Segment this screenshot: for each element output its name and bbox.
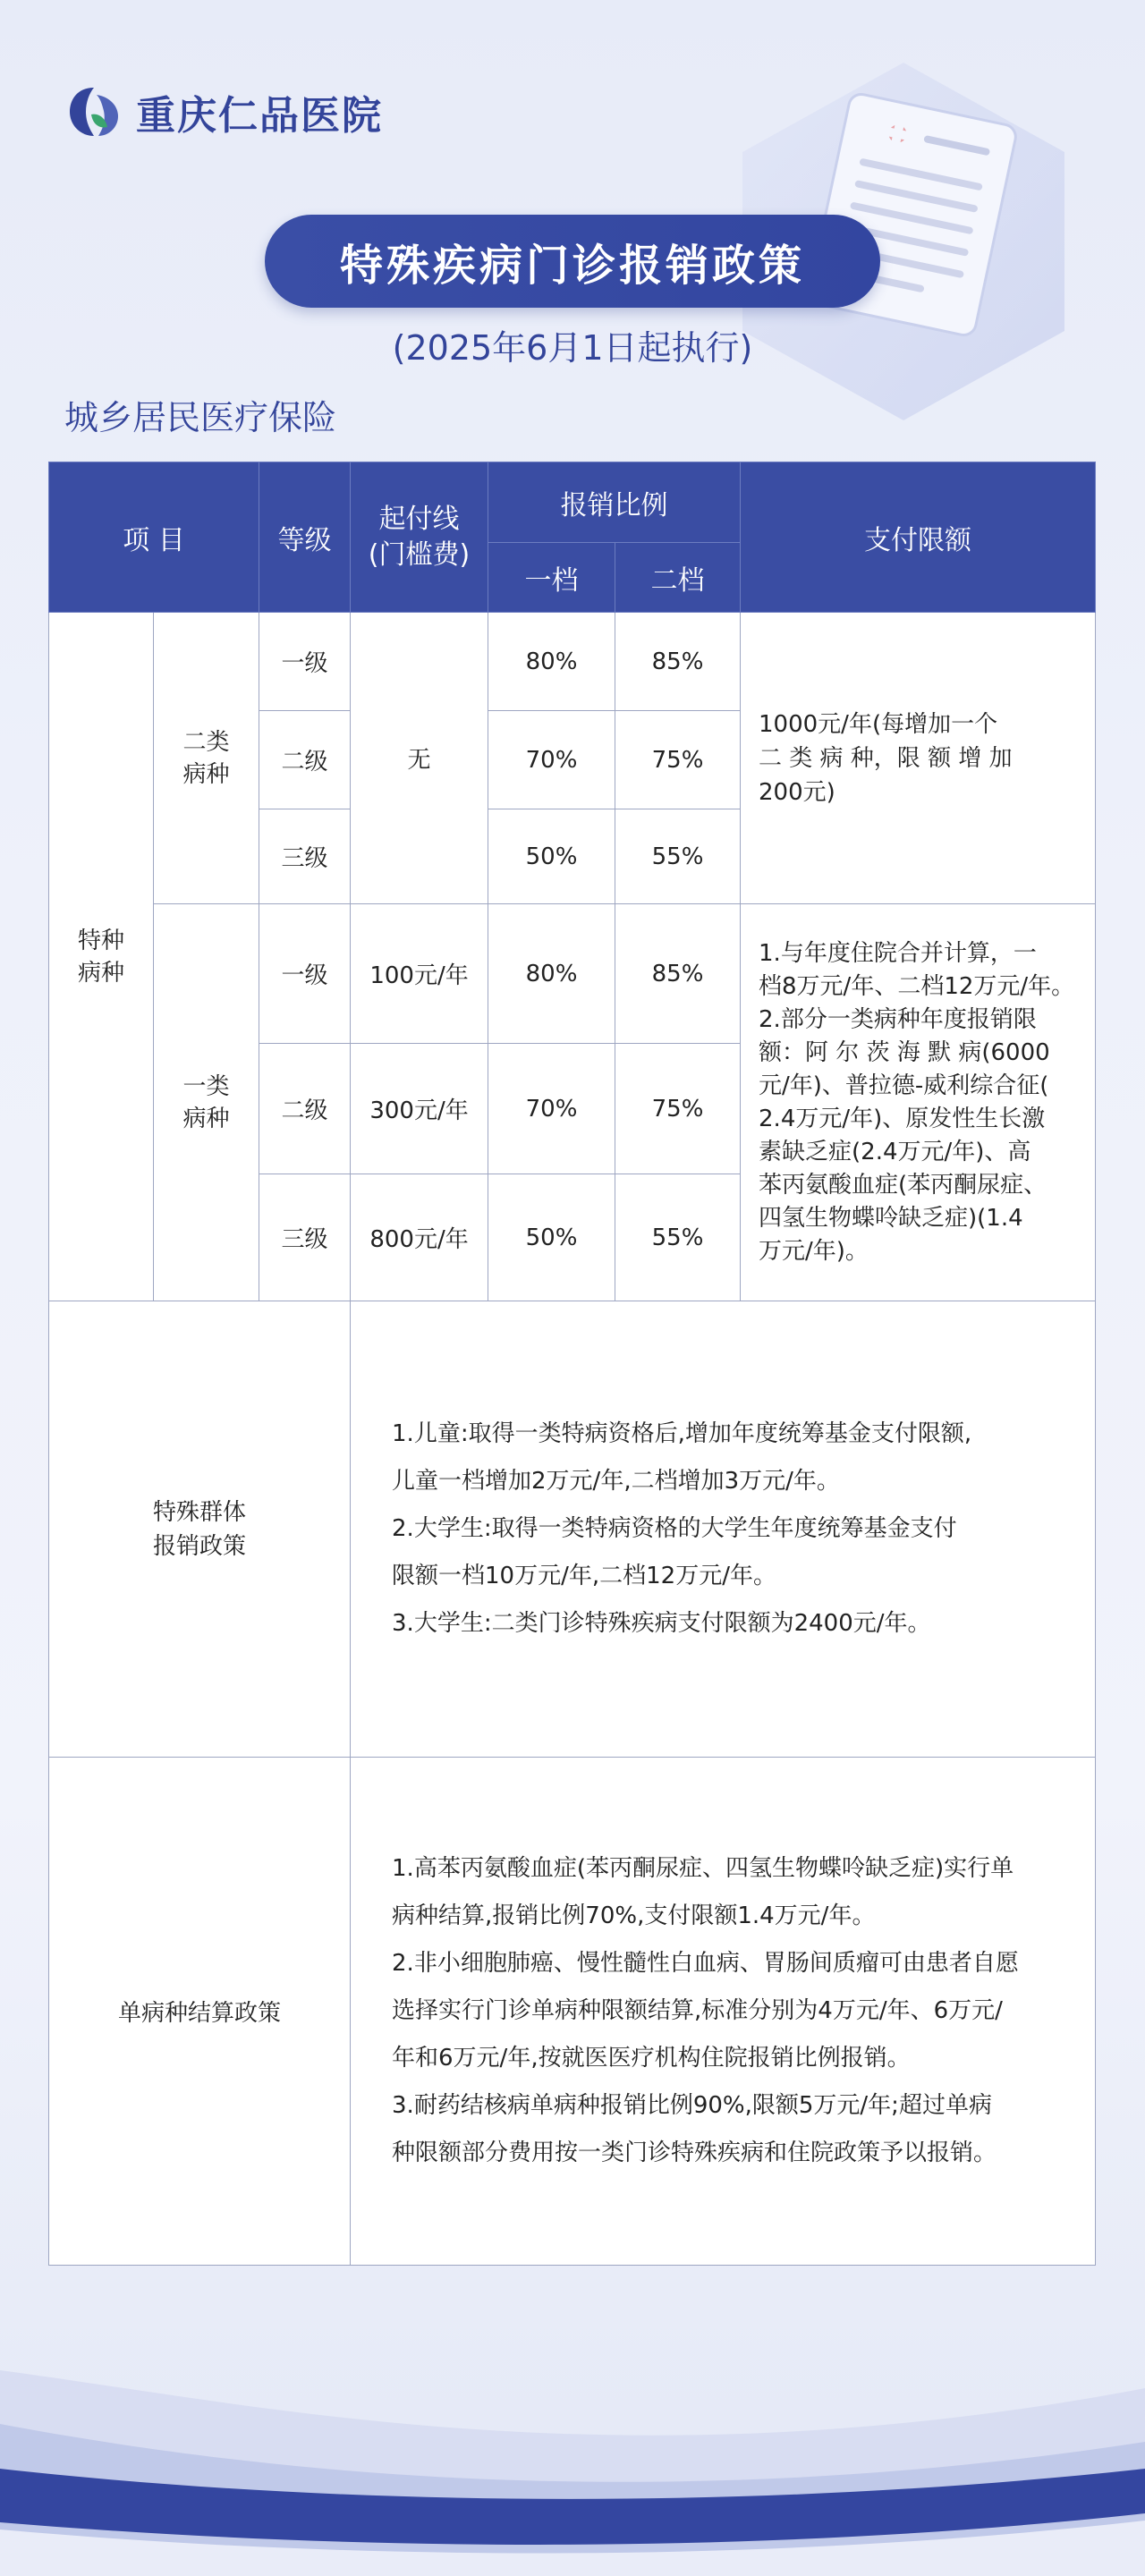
special-disease-label-line: 病种 xyxy=(77,959,124,987)
section-title: 城乡居民医疗保险 xyxy=(64,398,337,437)
class2-level: 二级 xyxy=(259,711,351,809)
class2-label-line: 二类 xyxy=(182,728,230,756)
class1-deductible: 300元/年 xyxy=(351,1044,488,1174)
table-row xyxy=(49,904,1096,1044)
single-disease-policy xyxy=(351,1758,1096,2266)
class1-limit-line: 万元/年)。 xyxy=(759,1237,869,1265)
class1-deductible: 100元/年 xyxy=(351,904,488,1044)
policy-line: 2.大学生:取得一类特病资格的大学生年度统筹基金支付 xyxy=(392,1515,957,1542)
class1-label xyxy=(154,904,259,1301)
class2-tier2: 55% xyxy=(615,809,741,904)
table-row xyxy=(49,1301,1096,1758)
class2-tier2: 85% xyxy=(615,613,741,711)
class2-limit-line: 1000元/年(每增加一个 xyxy=(759,710,998,738)
class1-limit-line: 苯丙氨酸血症(苯丙酮尿症、 xyxy=(759,1171,1047,1199)
header-item: 项 目 xyxy=(49,462,259,613)
class1-tier2: 55% xyxy=(615,1174,741,1301)
class1-tier1: 80% xyxy=(488,904,615,1044)
header-tier1: 一档 xyxy=(488,543,615,613)
single-disease-label: 单病种结算政策 xyxy=(49,1758,351,2266)
special-disease-label-line: 特种 xyxy=(77,927,124,954)
policy-line: 病种结算,报销比例70%,支付限额1.4万元/年。 xyxy=(392,1902,876,1929)
class2-tier2: 75% xyxy=(615,711,741,809)
class2-tier1: 80% xyxy=(488,613,615,711)
class1-level: 二级 xyxy=(259,1044,351,1174)
class2-level: 三级 xyxy=(259,809,351,904)
class1-tier2: 85% xyxy=(615,904,741,1044)
class2-tier1: 70% xyxy=(488,711,615,809)
class1-label-line: 病种 xyxy=(182,1105,230,1132)
class1-level: 三级 xyxy=(259,1174,351,1301)
policy-line: 3.大学生:二类门诊特殊疾病支付限额为2400元/年。 xyxy=(392,1610,931,1637)
policy-line: 1.儿童:取得一类特病资格后,增加年度统筹基金支付限额, xyxy=(392,1420,972,1447)
class1-level: 一级 xyxy=(259,904,351,1044)
class1-limit-line: 额：阿 尔 茨 海 默 病(6000 xyxy=(759,1038,1050,1066)
class1-deductible: 800元/年 xyxy=(351,1174,488,1301)
policy-line: 儿童一档增加2万元/年,二档增加3万元/年。 xyxy=(392,1468,840,1495)
header-ratio: 报销比例 xyxy=(488,462,741,543)
table-row xyxy=(49,613,1096,711)
header-limit: 支付限额 xyxy=(741,462,1096,613)
class2-level: 一级 xyxy=(259,613,351,711)
policy-table xyxy=(48,462,1096,2266)
header-tier2: 二档 xyxy=(615,543,741,613)
effective-date: (2025年6月1日起执行) xyxy=(392,328,753,368)
header-deductible-note: (门槛费) xyxy=(368,538,471,571)
class2-tier1: 50% xyxy=(488,809,615,904)
special-groups-policy xyxy=(351,1301,1096,1758)
class1-tier1: 50% xyxy=(488,1174,615,1301)
hospital-name: 重庆仁品医院 xyxy=(136,93,383,139)
policy-line: 年和6万元/年,按就医医疗机构住院报销比例报销。 xyxy=(392,2045,911,2072)
class1-tier1: 70% xyxy=(488,1044,615,1174)
class1-limit-line: 元/年)、普拉德-威利综合征( xyxy=(759,1072,1049,1099)
class2-label-line: 病种 xyxy=(182,760,230,788)
table-row xyxy=(49,1758,1096,2266)
class2-deductible: 无 xyxy=(351,613,488,904)
policy-table-wrapper xyxy=(48,462,1095,2266)
policy-line: 选择实行门诊单病种限额结算,标准分别为4万元/年、6万元/ xyxy=(392,1997,1003,2024)
class1-limit-line: 四氢生物蝶呤缺乏症)(1.4 xyxy=(759,1204,1023,1232)
page-title: 特殊疾病门诊报销政策 xyxy=(265,215,880,308)
class1-limit-line: 2.4万元/年)、原发性生长激 xyxy=(759,1105,1046,1132)
class1-limit-line: 2.部分一类病种年度报销限 xyxy=(759,1005,1037,1033)
policy-line: 1.高苯丙氨酸血症(苯丙酮尿症、四氢生物蝶呤缺乏症)实行单 xyxy=(392,1855,1014,1882)
class1-limit-line: 档8万元/年、二档12万元/年。 xyxy=(759,972,1075,1000)
special-groups-label xyxy=(49,1301,351,1758)
class1-tier2: 75% xyxy=(615,1044,741,1174)
policy-line: 2.非小细胞肺癌、慢性髓性白血病、胃肠间质瘤可由患者自愿 xyxy=(392,1950,1019,1977)
header-level: 等级 xyxy=(259,462,351,613)
special-groups-label-line: 报销政策 xyxy=(153,1532,247,1560)
class2-limit xyxy=(741,613,1096,904)
bottom-wave-decoration xyxy=(0,2290,1145,2576)
table-header-row xyxy=(49,462,1096,543)
class1-label-line: 一类 xyxy=(182,1072,230,1100)
special-disease-label xyxy=(49,613,154,1301)
class1-limit-line: 1.与年度住院合并计算，一 xyxy=(759,939,1037,967)
hospital-logo xyxy=(64,82,383,141)
header-deductible-label: 起付线 xyxy=(378,503,460,535)
policy-line: 3.耐药结核病单病种报销比例90%,限额5万元/年;超过单病 xyxy=(392,2092,992,2119)
class2-limit-line: 二 类 病 种，限 额 增 加 xyxy=(759,744,1013,772)
policy-line: 种限额部分费用按一类门诊特殊疾病和住院政策予以报销。 xyxy=(392,2140,997,2166)
hospital-logo-icon xyxy=(64,82,123,141)
header-deductible xyxy=(351,462,488,613)
class2-limit-line: 200元) xyxy=(759,778,835,806)
class1-limit-line: 素缺乏症(2.4万元/年)、高 xyxy=(759,1138,1031,1165)
special-groups-label-line: 特殊群体 xyxy=(153,1498,247,1526)
class1-limit xyxy=(741,904,1096,1301)
policy-line: 限额一档10万元/年,二档12万元/年。 xyxy=(392,1563,776,1589)
class2-label xyxy=(154,613,259,904)
